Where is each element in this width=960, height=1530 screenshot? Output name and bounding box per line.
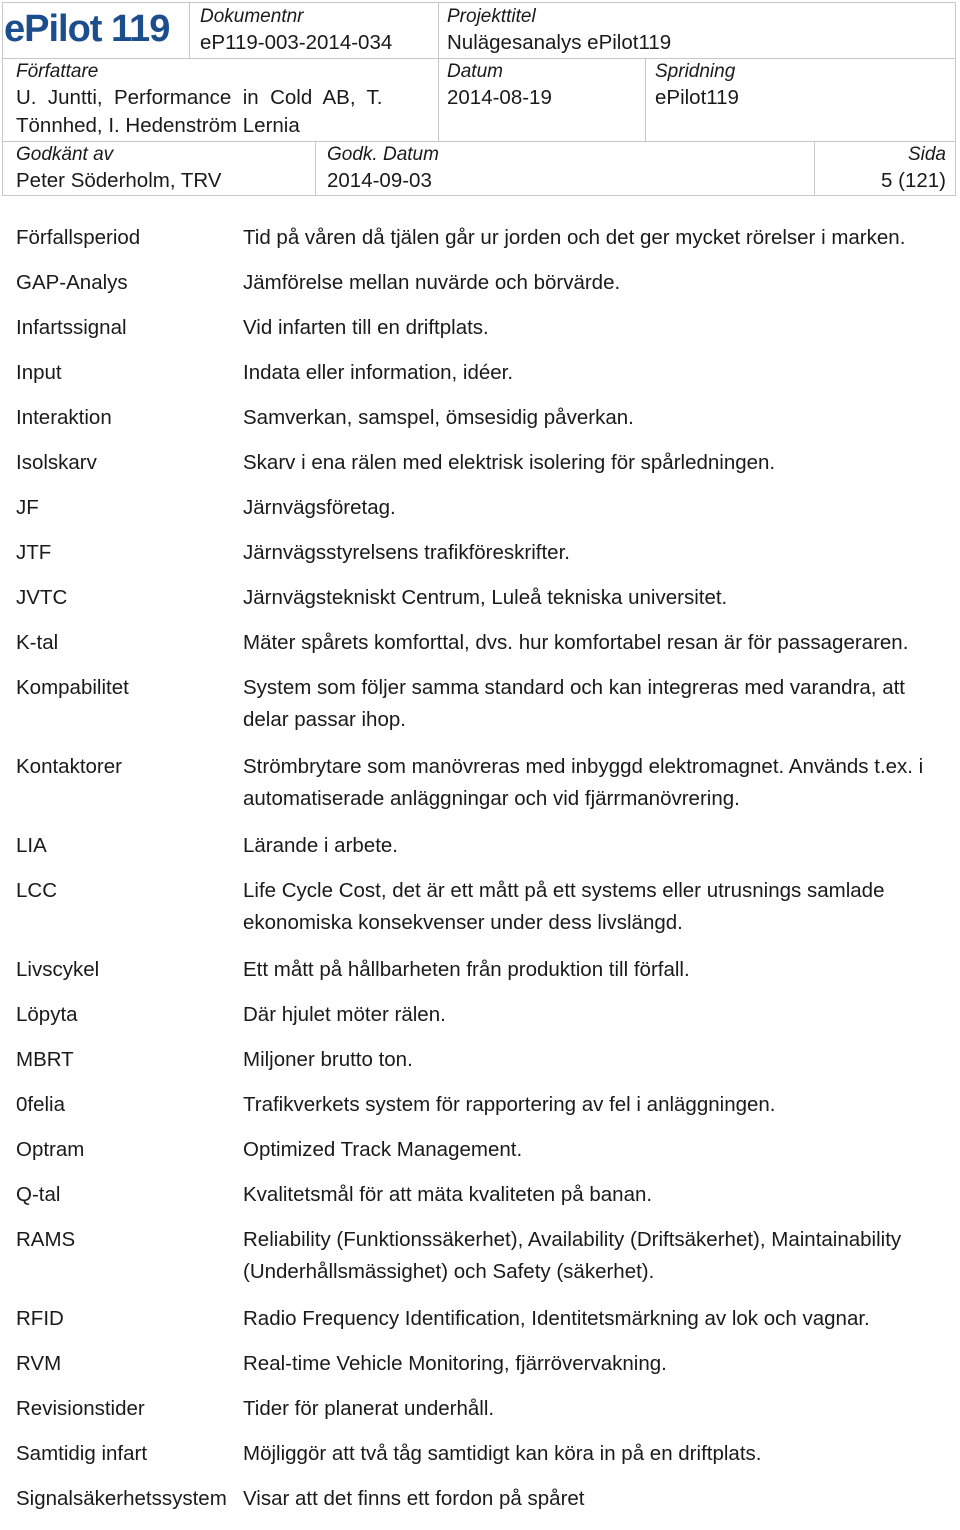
godk-datum-cell — [327, 143, 439, 195]
glossary-row — [16, 314, 952, 342]
glossary-definition: Möjliggör att två tåg samtidigt kan köra in på en driftplats. — [243, 1442, 762, 1465]
glossary-definition: Miljoner brutto ton. — [243, 1048, 413, 1071]
glossary-term: Infartssignal — [16, 316, 127, 339]
glossary-term: GAP-Analys — [16, 271, 128, 294]
glossary-definition: Där hjulet möter rälen. — [243, 1003, 446, 1026]
glossary-definition: Strömbrytare som manövreras med inbyggd elektromagnet. Används t.ex. i automatiserade anläggningar och vid fjärrmanövrering. — [243, 755, 924, 810]
glossary-row — [16, 1305, 952, 1333]
glossary-term: K-tal — [16, 631, 59, 654]
glossary-row — [16, 1395, 952, 1423]
glossary-row — [16, 674, 952, 736]
dokumentnr-cell — [200, 5, 392, 57]
projekttitel-cell — [447, 5, 671, 57]
header-divider-2 — [2, 141, 956, 142]
glossary-row — [16, 832, 952, 860]
glossary-row — [16, 1136, 952, 1164]
glossary-term: Samtidig infart — [16, 1442, 148, 1465]
header-vdivider-center — [438, 2, 439, 141]
glossary-definition: Radio Frequency Identification, Identitetsmärkning av lok och vagnar. — [243, 1307, 870, 1330]
forfattare-label: Författare — [16, 61, 99, 82]
godk-datum-label: Godk. Datum — [327, 144, 439, 165]
glossary-term: JTF — [16, 541, 52, 564]
document-header — [2, 2, 956, 196]
forfattare-value-line2: Tönnhed, I. Hedenström Lernia — [16, 114, 300, 137]
glossary-definition: Järnvägsstyrelsens trafikföreskrifter. — [243, 541, 570, 564]
glossary-term: Input — [16, 361, 62, 384]
glossary-definition: Trafikverkets system för rapportering av fel i anläggningen. — [243, 1093, 776, 1116]
header-vdivider-sida — [814, 141, 815, 196]
glossary-list — [16, 224, 952, 1530]
glossary-row — [16, 1181, 952, 1209]
projekttitel-label: Projekttitel — [447, 6, 536, 27]
header-border-left — [2, 2, 3, 196]
spridning-value: ePilot119 — [655, 86, 739, 109]
glossary-term: RAMS — [16, 1228, 76, 1251]
epilot-logo — [4, 6, 169, 52]
glossary-definition: Ett mått på hållbarheten från produktion till förfall. — [243, 958, 690, 981]
glossary-term: Kompabilitet — [16, 676, 129, 699]
glossary-definition: Jämförelse mellan nuvärde och börvärde. — [243, 271, 621, 294]
glossary-definition: Järnvägsföretag. — [243, 496, 396, 519]
glossary-row — [16, 494, 952, 522]
glossary-term: JVTC — [16, 586, 68, 609]
glossary-row — [16, 956, 952, 984]
glossary-definition: Reliability (Funktionssäkerhet), Availability (Driftsäkerhet), Maintainability (Underhållsmässighet) och Safety (säkerhet). — [243, 1228, 902, 1283]
glossary-definition: Skarv i ena rälen med elektrisk isolering för spårledningen. — [243, 451, 776, 474]
glossary-term: MBRT — [16, 1048, 74, 1071]
header-vdivider-spridning — [645, 58, 646, 141]
glossary-term: Isolskarv — [16, 451, 97, 474]
glossary-row — [16, 404, 952, 432]
godkant-value: Peter Söderholm, TRV — [16, 169, 222, 192]
glossary-row — [16, 1001, 952, 1029]
glossary-definition: Life Cycle Cost, det är ett mått på ett systems eller utrusnings samlade ekonomiska konsekvenser under dess livslängd. — [243, 879, 885, 934]
godk-datum-value: 2014-09-03 — [327, 169, 432, 192]
glossary-term: Livscykel — [16, 958, 100, 981]
header-border-bottom — [2, 195, 956, 196]
glossary-term: Kontaktorer — [16, 755, 122, 778]
datum-value: 2014-08-19 — [447, 86, 552, 109]
glossary-definition: Kvalitetsmål för att mäta kvaliteten på banan. — [243, 1183, 653, 1206]
glossary-row — [16, 1046, 952, 1074]
forfattare-cell — [16, 60, 383, 140]
glossary-definition: System som följer samma standard och kan integreras med varandra, att delar passar ihop. — [243, 676, 905, 731]
glossary-definition: Real-time Vehicle Monitoring, fjärrövervakning. — [243, 1352, 667, 1375]
godkant-label: Godkänt av — [16, 144, 114, 165]
glossary-definition: Mäter spårets komforttal, dvs. hur komfortabel resan är för passageraren. — [243, 631, 909, 654]
glossary-term: LIA — [16, 834, 47, 857]
glossary-row — [16, 584, 952, 612]
datum-label: Datum — [447, 61, 503, 82]
spridning-label: Spridning — [655, 61, 736, 82]
glossary-definition: Samverkan, samspel, ömsesidig påverkan. — [243, 406, 634, 429]
projekttitel-value: Nulägesanalys ePilot119 — [447, 31, 672, 54]
glossary-term: Interaktion — [16, 406, 112, 429]
header-border-top — [2, 2, 956, 3]
glossary-term: 0felia — [16, 1093, 66, 1116]
glossary-term: Q-tal — [16, 1183, 61, 1206]
glossary-row — [16, 1440, 952, 1468]
header-vdivider-logo — [189, 2, 190, 58]
glossary-row — [16, 1091, 952, 1119]
glossary-row — [16, 753, 952, 815]
glossary-row — [16, 449, 952, 477]
header-divider-1 — [2, 58, 956, 59]
spridning-cell — [655, 60, 739, 112]
glossary-term: LCC — [16, 879, 58, 902]
glossary-row — [16, 539, 952, 567]
glossary-row — [16, 629, 952, 657]
glossary-definition: Optimized Track Management. — [243, 1138, 523, 1161]
glossary-term: Signalsäkerhetssystem — [16, 1487, 227, 1510]
glossary-term: RFID — [16, 1307, 64, 1330]
godkant-cell — [16, 143, 221, 195]
datum-cell — [447, 60, 552, 112]
glossary-row — [16, 224, 952, 252]
glossary-definition: Lärande i arbete. — [243, 834, 399, 857]
glossary-term: JF — [16, 496, 39, 519]
glossary-row — [16, 1226, 952, 1288]
glossary-term: RVM — [16, 1352, 62, 1375]
glossary-row — [16, 877, 952, 939]
glossary-definition: Tider för planerat underhåll. — [243, 1397, 495, 1420]
glossary-term: Revisionstider — [16, 1397, 145, 1420]
glossary-term: Optram — [16, 1138, 85, 1161]
dokumentnr-label: Dokumentnr — [200, 6, 304, 27]
header-vdivider-godk — [315, 141, 316, 196]
glossary-term: Löpyta — [16, 1003, 78, 1026]
glossary-definition: Indata eller information, idéer. — [243, 361, 514, 384]
glossary-term: Förfallsperiod — [16, 226, 141, 249]
glossary-definition: Visar att det finns ett fordon på spåret — [243, 1487, 585, 1510]
sida-value: 5 (121) — [881, 169, 946, 192]
glossary-definition: Vid infarten till en driftplats. — [243, 316, 489, 339]
sida-label: Sida — [907, 144, 946, 165]
header-border-right — [955, 2, 956, 196]
sida-cell — [822, 143, 946, 195]
forfattare-value-line1: U. Juntti, Performance in Cold AB, T. — [16, 86, 383, 109]
logo-text: ePilot 119 — [4, 8, 170, 50]
glossary-definition: Tid på våren då tjälen går ur jorden och det ger mycket rörelser i marken. — [243, 226, 906, 249]
glossary-row — [16, 359, 952, 387]
dokumentnr-value: eP119-003-2014-034 — [200, 31, 393, 54]
glossary-row — [16, 269, 952, 297]
glossary-row — [16, 1350, 952, 1378]
glossary-definition: Järnvägstekniskt Centrum, Luleå tekniska universitet. — [243, 586, 728, 609]
